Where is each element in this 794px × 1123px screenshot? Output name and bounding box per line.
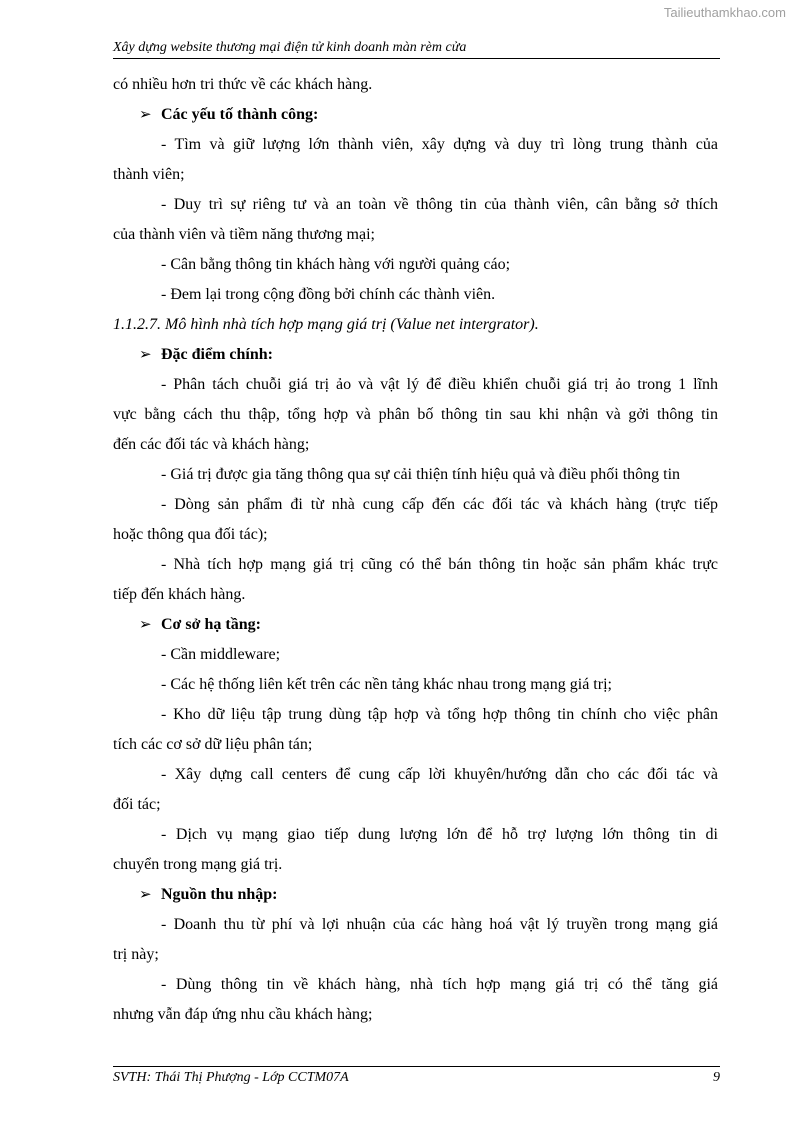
paragraph-line: - Cân bằng thông tin khách hàng với người quảng cáo; [161, 256, 511, 273]
bullet-heading-text: Cơ sở hạ tầng: [161, 616, 261, 633]
paragraph-line: - Doanh thu từ phí và lợi nhuận của các hàng hoá vật lý truyền trong mạng giá [161, 916, 718, 933]
bullet-heading [113, 880, 718, 910]
footer-author: SVTH: Thái Thị Phượng - Lớp CCTM07A [113, 1070, 349, 1085]
paragraph-line: của thành viên và tiềm năng thương mại; [113, 226, 375, 243]
bullet-heading-text: Nguồn thu nhập: [161, 886, 278, 903]
paragraph-line: - Dịch vụ mạng giao tiếp dung lượng lớn để hỗ trợ lượng lớn thông tin di [161, 826, 718, 843]
paragraph-line: - Dòng sản phẩm đi từ nhà cung cấp đến các đối tác và khách hàng (trực tiếp [161, 496, 718, 513]
paragraph-line: - Xây dựng call centers để cung cấp lời khuyên/hướng dẫn cho các đối tác và [161, 766, 718, 783]
paragraph-line: - Giá trị được gia tăng thông qua sự cải thiện tính hiệu quả và điều phối thông tin [161, 466, 681, 483]
paragraph-line: tiếp đến khách hàng. [113, 586, 246, 603]
paragraph-line: - Nhà tích hợp mạng giá trị cũng có thể bán thông tin hoặc sản phẩm khác trực [161, 556, 718, 573]
paragraph-line: nhưng vẫn đáp ứng nhu cầu khách hàng; [113, 1006, 373, 1023]
paragraph-line: đến các đối tác và khách hàng; [113, 436, 310, 453]
page-body [113, 70, 718, 1030]
bullet-heading [113, 610, 718, 640]
arrow-bullet-icon: ➢ [139, 617, 152, 633]
arrow-bullet-icon: ➢ [139, 107, 152, 123]
arrow-bullet-icon: ➢ [139, 887, 152, 903]
paragraph-line: - Tìm và giữ lượng lớn thành viên, xây dựng và duy trì lòng trung thành của [161, 136, 718, 153]
watermark: Tailieuthamkhao.com [663, 5, 786, 20]
bullet-heading [113, 340, 718, 370]
bullet-heading-text: Đặc điểm chính: [161, 346, 273, 363]
paragraph-line: - Kho dữ liệu tập trung dùng tập hợp và tổng hợp thông tin chính cho việc phân [161, 706, 718, 723]
page-header: Xây dựng website thương mại điện tử kinh doanh màn rèm cửa [113, 40, 720, 59]
paragraph-line: có nhiều hơn tri thức về các khách hàng. [113, 76, 373, 93]
section-heading: 1.1.2.7. Mô hình nhà tích hợp mạng giá trị (Value net intergrator). [113, 316, 539, 333]
paragraph-line: - Đem lại trong cộng đồng bởi chính các thành viên. [161, 286, 496, 303]
arrow-bullet-icon: ➢ [139, 347, 152, 363]
page-number: 9 [713, 1070, 720, 1085]
paragraph-line: - Các hệ thống liên kết trên các nền tảng khác nhau trong mạng giá trị; [161, 676, 612, 693]
paragraph-line: - Phân tách chuỗi giá trị ảo và vật lý để điều khiển chuỗi giá trị ảo trong 1 lĩnh [161, 376, 718, 393]
paragraph-line: - Dùng thông tin về khách hàng, nhà tích hợp mạng giá trị có thể tăng giá [161, 976, 718, 993]
page-footer [113, 1066, 720, 1086]
bullet-heading [113, 100, 718, 130]
paragraph-line: - Cần middleware; [161, 646, 281, 663]
bullet-heading-text: Các yếu tố thành công: [161, 106, 319, 123]
paragraph-line: vực bằng cách thu thập, tổng hợp và phân bố thông tin sau khi nhận và gởi thông tin [113, 406, 718, 423]
paragraph-line: hoặc thông qua đối tác); [113, 526, 268, 543]
paragraph-line: - Duy trì sự riêng tư và an toàn về thông tin của thành viên, cân bằng sở thích [161, 196, 718, 213]
paragraph-line: trị này; [113, 946, 159, 963]
paragraph-line: tích các cơ sở dữ liệu phân tán; [113, 736, 313, 753]
paragraph-line: chuyển trong mạng giá trị. [113, 856, 283, 873]
paragraph-line: đối tác; [113, 796, 161, 813]
paragraph-line: thành viên; [113, 166, 185, 183]
